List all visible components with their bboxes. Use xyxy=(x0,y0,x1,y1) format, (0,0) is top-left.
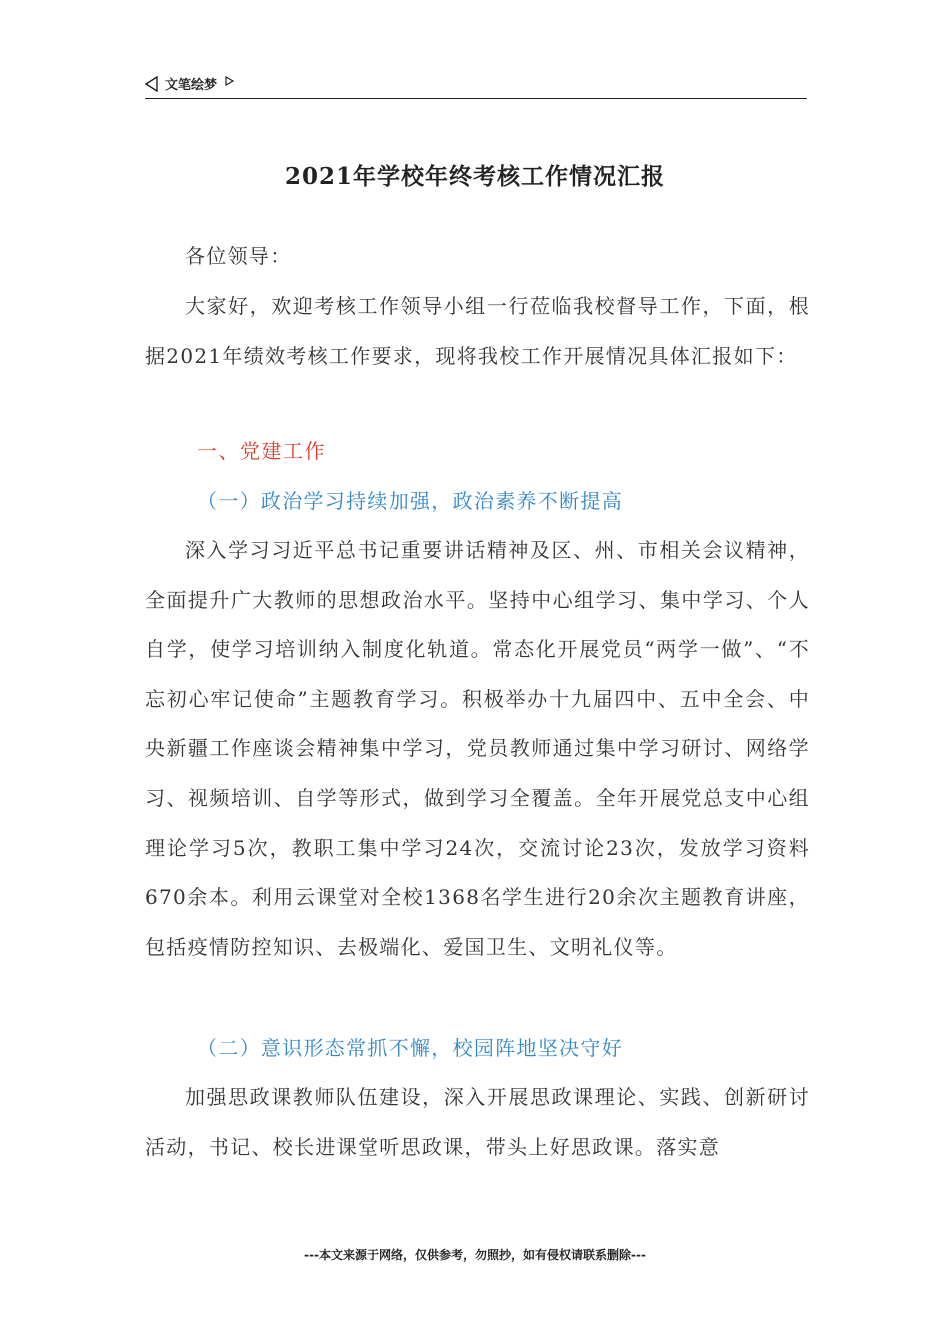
section-heading-party-building: 一、党建工作 xyxy=(197,439,326,463)
page-header xyxy=(145,72,807,99)
document-title: 2021年学校年终考核工作情况汇报 xyxy=(284,163,665,190)
subsection-heading-ideology: （二）意识形态常抓不懈，校园阵地坚决守好 xyxy=(197,1036,623,1060)
subsection-heading-political-study: （一）政治学习持续加强，政治素养不断提高 xyxy=(197,489,623,513)
brand-label: 文笔绘梦 xyxy=(165,78,218,93)
intro-paragraph: 大家好，欢迎考核工作领导小组一行莅临我校督导工作，下面，根据2021年绩效考核工作要求，现将我校工作开展情况具体汇报如下： xyxy=(145,294,810,368)
header-brand xyxy=(145,74,234,93)
political-study-paragraph: 深入学习习近平总书记重要讲话精神及区、州、市相关会议精神，全面提升广大教师的思想政治水平。坚持中心组学习、集中学习、个人自学，使学习培训纳入制度化轨道。常态化开展党员“两学一做”、“不忘初心牢记使命”主题教育学习。积极举办十九届四中、五中全会、中央新疆工作座谈会精神集中学习，党员教师通过集中学习研讨、网络学习、视频培训、自学等形式，做到学习全覆盖。全年开展党总支中心组理论学习5次，教职工集中学习24次，交流讨论23次，发放学习资料670余本。利用云课堂对全校1368名学生进行20余次主题教育讲座，包括疫情防控知识、去极端化、爱国卫生、文明礼仪等。 xyxy=(145,538,810,959)
salutation: 各位领导： xyxy=(185,244,292,268)
page-footer: ---本文来源于网络，仅供参考，勿照抄，如有侵权请联系删除--- xyxy=(304,1248,646,1262)
triangle-left-icon xyxy=(145,76,159,92)
triangle-right-icon xyxy=(225,76,234,86)
ideology-paragraph: 加强思政课教师队伍建设，深入开展思政课理论、实践、创新研讨活动，书记、校长进课堂听思政课，带头上好思政课。落实意 xyxy=(145,1085,810,1159)
